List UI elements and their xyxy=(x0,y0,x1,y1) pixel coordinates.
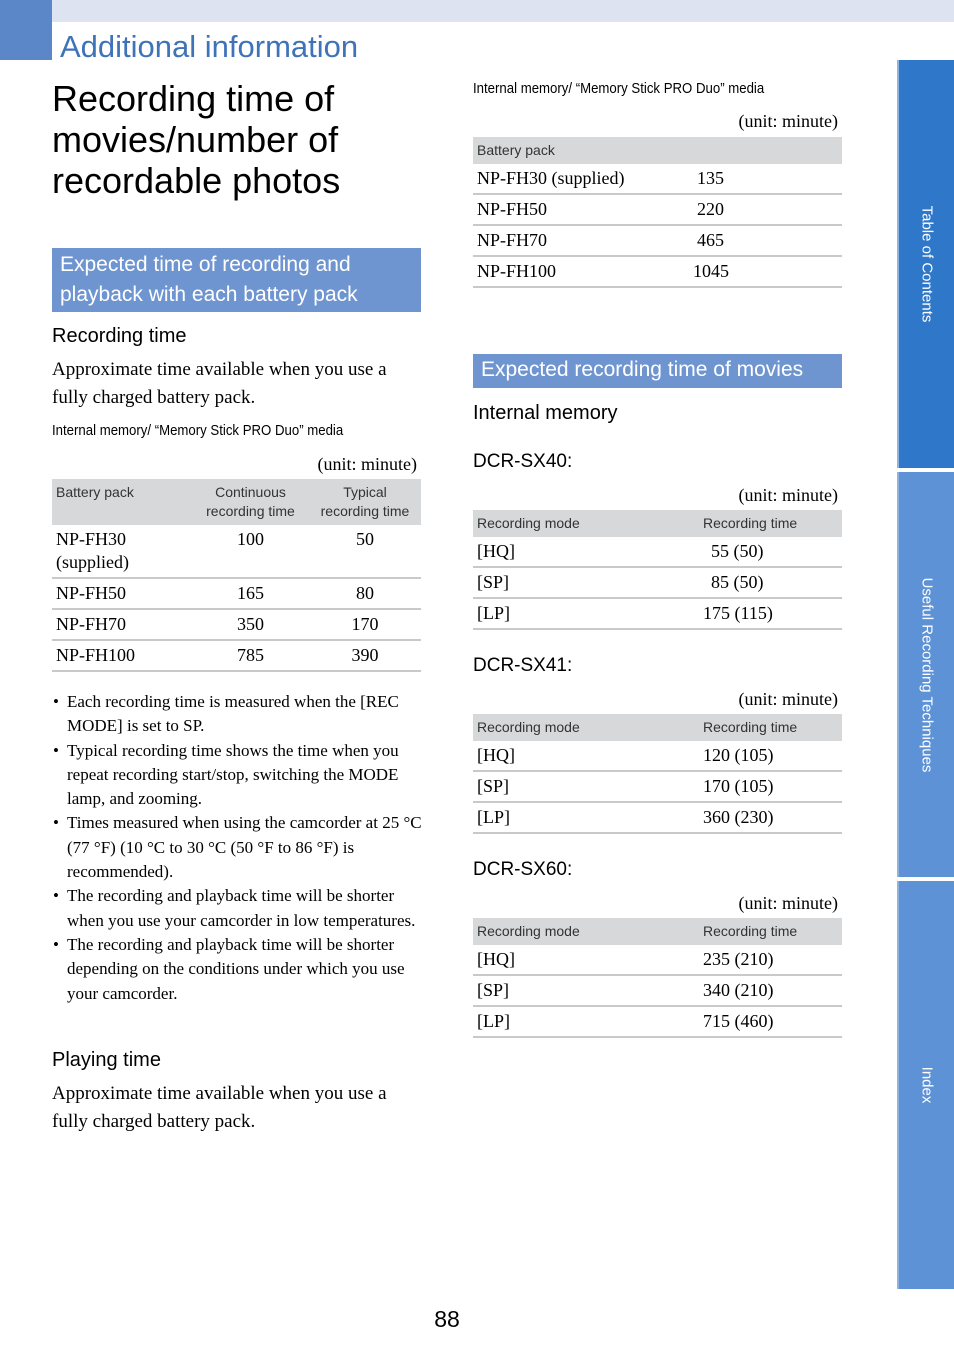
table-cell: NP-FH100 xyxy=(473,256,673,287)
table-cell: NP-FH70 xyxy=(473,225,673,256)
table-row xyxy=(473,225,842,256)
table-row xyxy=(52,640,421,671)
table-cell: 340 (210) xyxy=(699,975,842,1006)
table-cell: [SP] xyxy=(473,567,699,598)
table-cell: 1045 xyxy=(673,256,842,287)
table-cell: [HQ] xyxy=(473,537,699,567)
table-row xyxy=(473,598,842,629)
table-cell: 785 xyxy=(192,640,309,671)
table-cell: 55 (50) xyxy=(699,537,842,567)
table-row xyxy=(473,1006,842,1037)
table-cell: 100 xyxy=(192,525,309,578)
table-cell: 165 xyxy=(192,578,309,609)
list-item: • Typical recording time shows the time when you repeat recording start/stop, switching the MODE lamp, and zooming. xyxy=(52,739,424,812)
table-cell: 235 (210) xyxy=(699,945,842,975)
playing-time-heading: Playing time xyxy=(52,1049,161,1071)
playing-time-intro: Approximate time available when you use a fully charged battery pack. xyxy=(52,1083,387,1132)
table-header-row xyxy=(473,714,842,741)
column-header: Recording time xyxy=(699,510,842,537)
table-row xyxy=(52,525,421,578)
table-cell: 465 xyxy=(673,225,842,256)
table-cell: [SP] xyxy=(473,771,699,802)
table-row xyxy=(473,771,842,802)
table-cell: 170 xyxy=(309,609,421,640)
list-item: • The recording and playback time will be shorter depending on the conditions under which you use your camcorder. xyxy=(52,933,424,1006)
model-recording-table xyxy=(473,510,842,630)
column-header xyxy=(673,137,842,164)
tab-label: Table of Contents xyxy=(918,205,935,323)
table-row xyxy=(52,578,421,609)
header-corner-block xyxy=(0,0,52,60)
model-recording-table xyxy=(473,714,842,834)
table-cell: 50 xyxy=(309,525,421,578)
table-row xyxy=(473,164,842,194)
column-header: Recording mode xyxy=(473,714,699,741)
page-title: Recording time of movies/number of recordable photos xyxy=(52,78,341,201)
table-cell: [LP] xyxy=(473,802,699,833)
tab-index[interactable] xyxy=(897,881,954,1289)
battery-section-banner: Expected time of recording and playback with each battery pack xyxy=(52,248,421,312)
table-row xyxy=(473,945,842,975)
table-cell: 360 (230) xyxy=(699,802,842,833)
table-cell: NP-FH70 xyxy=(52,609,192,640)
model-heading: DCR-SX60: xyxy=(473,859,573,880)
column-header: Recording time xyxy=(699,714,842,741)
table-row xyxy=(473,537,842,567)
model-heading: DCR-SX41: xyxy=(473,655,573,676)
column-header: Typical recording time xyxy=(309,479,421,525)
table-cell: 120 (105) xyxy=(699,741,842,771)
recording-time-heading: Recording time xyxy=(52,325,187,347)
recording-media-caption: Internal memory/ “Memory Stick PRO Duo” media xyxy=(52,422,344,439)
table-cell: 135 xyxy=(673,164,842,194)
table-cell: NP-FH100 xyxy=(52,640,192,671)
battery-playing-table xyxy=(473,137,842,288)
table-row xyxy=(473,802,842,833)
table-header-row xyxy=(473,510,842,537)
list-item: • Each recording time is measured when the [REC MODE] is set to SP. xyxy=(52,690,424,739)
header-bar xyxy=(0,0,954,22)
table-header-row xyxy=(473,137,842,164)
model-heading: DCR-SX40: xyxy=(473,451,573,472)
recording-time-intro: Approximate time available when you use a fully charged battery pack. xyxy=(52,359,387,408)
model-unit-label: (unit: minute) xyxy=(738,689,838,709)
playing-media-caption: Internal memory/ “Memory Stick PRO Duo” media xyxy=(473,80,765,97)
table-cell: NP-FH50 xyxy=(473,194,673,225)
table-header-row xyxy=(52,479,421,525)
table-cell: [SP] xyxy=(473,975,699,1006)
table-row xyxy=(473,975,842,1006)
model-unit-label: (unit: minute) xyxy=(738,893,838,913)
table-cell: 170 (105) xyxy=(699,771,842,802)
table-cell: [LP] xyxy=(473,1006,699,1037)
table-cell: 220 xyxy=(673,194,842,225)
tab-label: Useful Recording Techniques xyxy=(918,577,935,772)
table-cell: 175 (115) xyxy=(699,598,842,629)
table-cell: 390 xyxy=(309,640,421,671)
section-label: Additional information xyxy=(60,29,359,64)
playing-unit-label: (unit: minute) xyxy=(738,111,838,131)
model-unit-label: (unit: minute) xyxy=(738,485,838,505)
column-header: Recording mode xyxy=(473,918,699,945)
column-header: Battery pack xyxy=(473,137,673,164)
notes-list xyxy=(52,690,424,1006)
table-cell: 715 (460) xyxy=(699,1006,842,1037)
table-row xyxy=(473,256,842,287)
battery-recording-table xyxy=(52,479,421,672)
table-cell: NP-FH30 (supplied) xyxy=(52,525,192,578)
list-item: • The recording and playback time will be shorter when you use your camcorder in low temperatures. xyxy=(52,884,424,933)
tab-table-of-contents[interactable] xyxy=(897,60,954,468)
table-cell: 350 xyxy=(192,609,309,640)
tab-label: Index xyxy=(918,1066,935,1104)
table-cell: [HQ] xyxy=(473,945,699,975)
table-cell: [HQ] xyxy=(473,741,699,771)
internal-memory-heading: Internal memory xyxy=(473,402,618,424)
table-cell: NP-FH50 xyxy=(52,578,192,609)
table-cell: 85 (50) xyxy=(699,567,842,598)
column-header: Recording time xyxy=(699,918,842,945)
table-cell: NP-FH30 (supplied) xyxy=(473,164,673,194)
column-header: Recording mode xyxy=(473,510,699,537)
list-item: • Times measured when using the camcorder at 25 °C (77 °F) (10 °C to 30 °C (50 °F to 86 °F) is recommended). xyxy=(52,811,424,884)
movies-section-banner: Expected recording time of movies xyxy=(473,354,842,388)
tab-useful-recording-techniques[interactable] xyxy=(897,472,954,877)
recording-unit-label: (unit: minute) xyxy=(317,454,417,474)
column-header: Continuous recording time xyxy=(192,479,309,525)
model-recording-table xyxy=(473,918,842,1038)
table-row xyxy=(473,194,842,225)
table-cell: 80 xyxy=(309,578,421,609)
page-number: 88 xyxy=(434,1306,460,1332)
column-header: Battery pack xyxy=(52,479,192,525)
table-row xyxy=(52,609,421,640)
table-header-row xyxy=(473,918,842,945)
table-row xyxy=(473,741,842,771)
table-cell: [LP] xyxy=(473,598,699,629)
table-row xyxy=(473,567,842,598)
